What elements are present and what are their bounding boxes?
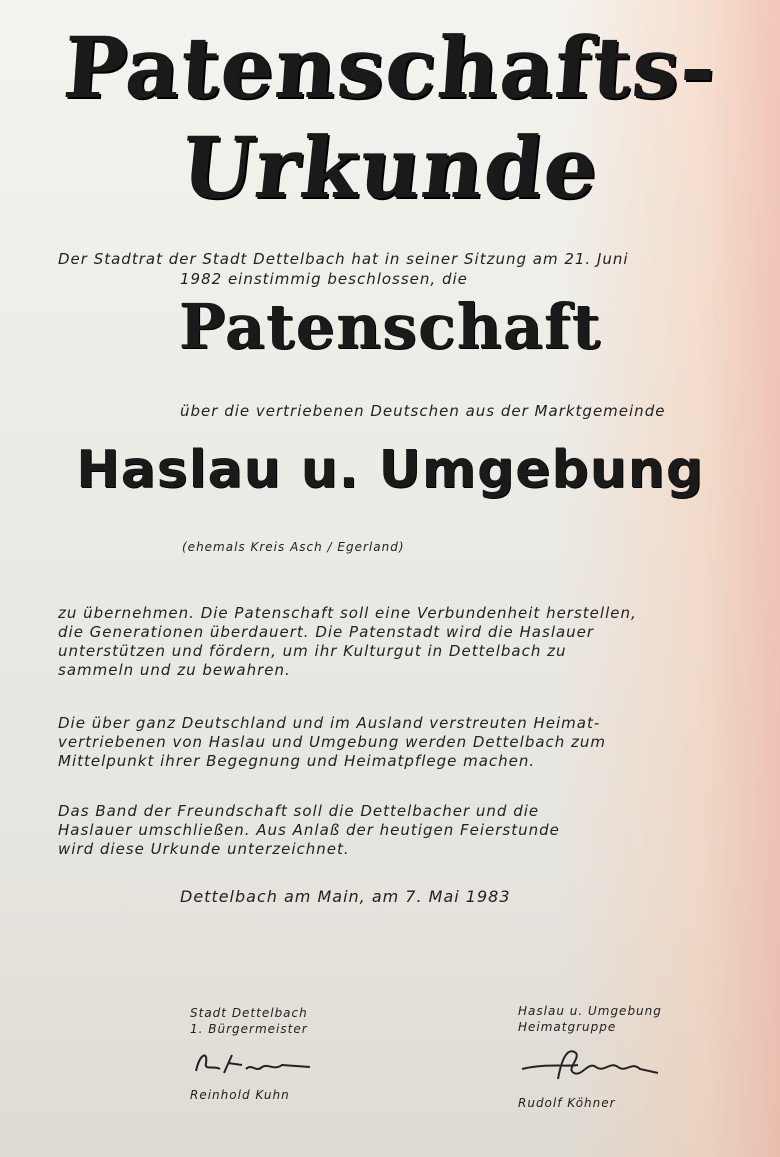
signature-block-left bbox=[190, 1005, 320, 1103]
paragraph-line: sammeln und zu bewahren. bbox=[58, 661, 291, 679]
subtitle: Patenschaft bbox=[178, 290, 602, 363]
paragraph-line: die Generationen überdauert. Die Patenstadt wird die Haslauer bbox=[58, 623, 595, 641]
paragraph-line: Haslauer umschließen. Aus Anlaß der heutigen Feierstunde bbox=[58, 821, 560, 839]
former-district-note: (ehemals Kreis Asch / Egerland) bbox=[182, 540, 405, 554]
paragraph-2 bbox=[58, 714, 748, 771]
dateline: Dettelbach am Main, am 7. Mai 1983 bbox=[180, 887, 511, 906]
paragraph-line: vertriebenen von Haslau und Umgebung werden Dettelbach zum bbox=[58, 733, 607, 751]
title-line-2: Urkunde bbox=[176, 118, 604, 217]
paragraph-3 bbox=[58, 802, 748, 859]
intro-line-2: 1982 einstimmig beschlossen, die bbox=[180, 270, 468, 288]
paragraph-line: Mittelpunkt ihrer Begegnung und Heimatpflege machen. bbox=[58, 752, 536, 770]
ueber-line: über die vertriebenen Deutschen aus der Marktgemeinde bbox=[180, 402, 666, 420]
paragraph-1 bbox=[58, 604, 748, 680]
signature-role: Heimatgruppe bbox=[518, 1020, 617, 1034]
paragraph-line: unterstützen und fördern, um ihr Kulturgut in Dettelbach zu bbox=[58, 642, 567, 660]
title-line-1: Patenschafts- bbox=[60, 18, 720, 117]
paragraph-line: wird diese Urkunde unterzeichnet. bbox=[58, 840, 350, 858]
place-name: Haslau u. Umgebung bbox=[76, 440, 704, 500]
signature-block-right bbox=[518, 1003, 668, 1111]
signature-scrawl-right bbox=[518, 1043, 668, 1087]
signature-name: Reinhold Kuhn bbox=[190, 1088, 290, 1102]
signature-role: 1. Bürgermeister bbox=[190, 1022, 308, 1036]
signature-name: Rudolf Köhner bbox=[518, 1096, 616, 1110]
paragraph-line: Die über ganz Deutschland und im Ausland verstreuten Heimat- bbox=[58, 714, 601, 732]
paragraph-line: Das Band der Freundschaft soll die Dettelbacher und die bbox=[58, 802, 540, 820]
paragraph-line: zu übernehmen. Die Patenschaft soll eine Verbundenheit herstellen, bbox=[58, 604, 637, 622]
intro-line-1: Der Stadtrat der Stadt Dettelbach hat in seiner Sitzung am 21. Juni bbox=[58, 250, 629, 268]
signature-org: Stadt Dettelbach bbox=[190, 1006, 308, 1020]
signature-org: Haslau u. Umgebung bbox=[518, 1004, 662, 1018]
signature-scrawl-left bbox=[190, 1045, 320, 1079]
